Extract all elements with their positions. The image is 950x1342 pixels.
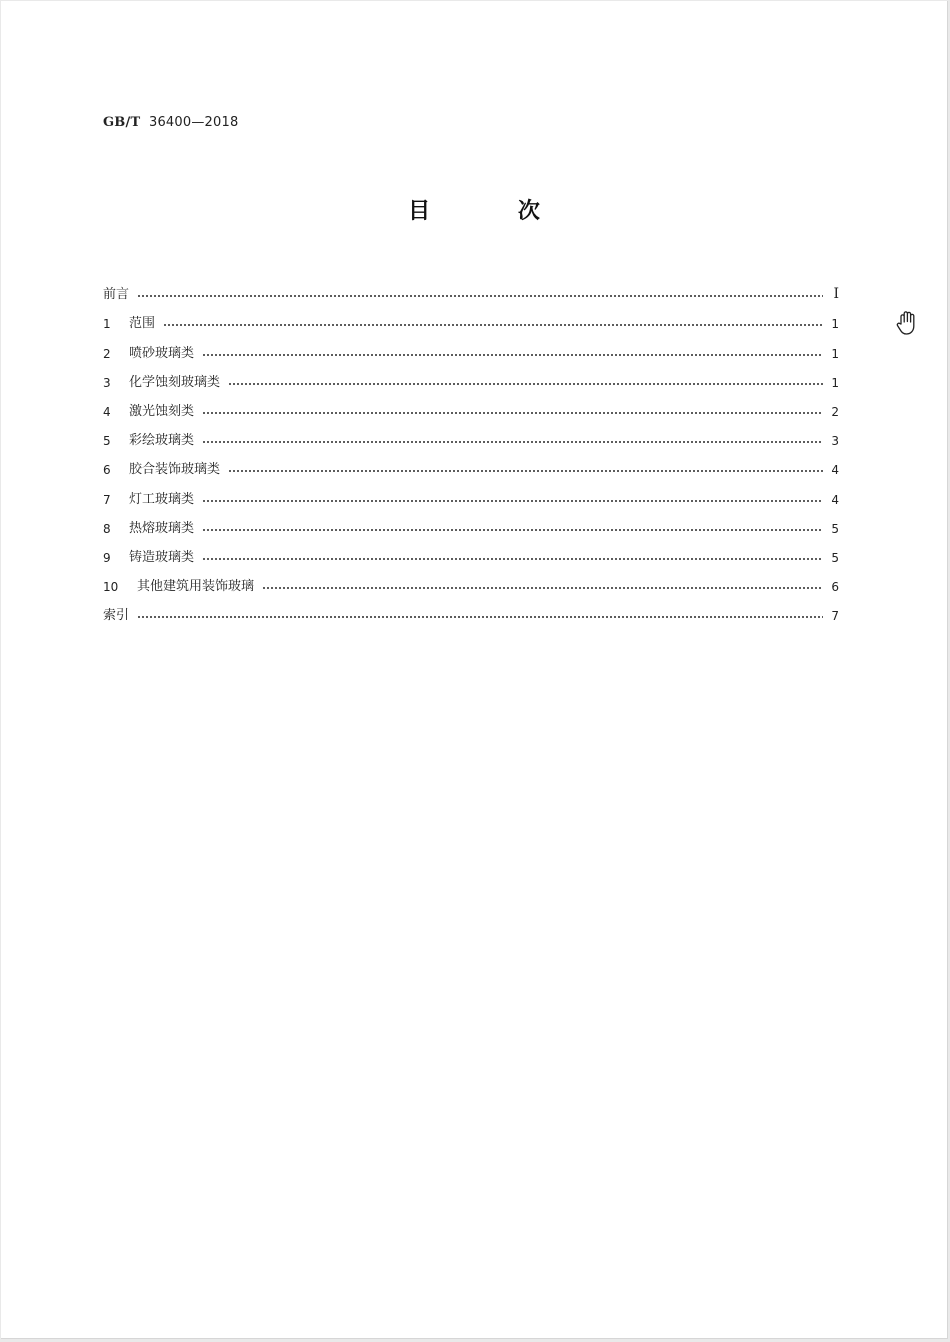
toc-entry-index[interactable] (103, 594, 839, 623)
toc-entry-number: 4 (103, 404, 111, 419)
toc-leader-dots (137, 285, 823, 298)
toc-entry-number: 7 (103, 492, 111, 507)
toc-leader-dots (228, 460, 823, 473)
toc-entry-page: 4 (831, 463, 839, 478)
page-title: 目 次 (408, 199, 580, 224)
toc-entry-number: 1 (103, 317, 111, 332)
toc-entry-7[interactable] (103, 477, 839, 506)
toc-entry-number: 8 (103, 521, 111, 536)
toc-entry-number: 9 (103, 550, 111, 565)
toc-entry-page: 1 (831, 346, 839, 361)
toc-leader-dots (202, 344, 823, 357)
toc-leader-dots (202, 548, 823, 561)
toc-entry-page: 6 (831, 580, 839, 595)
toc-entry-text: 激光蚀刻类 (129, 403, 195, 419)
toc-leader-dots (202, 519, 823, 532)
toc-entry-page: 4 (831, 492, 839, 507)
document-page (1, 1, 948, 1339)
toc-entry-text: 胶合装饰玻璃类 (129, 462, 221, 478)
toc-entry-2[interactable] (103, 331, 839, 360)
toc-entry-4[interactable] (103, 390, 839, 419)
toc-entry-10[interactable] (103, 565, 839, 594)
toc-entry-3[interactable] (103, 361, 839, 390)
toc-entry-number: 5 (103, 434, 111, 449)
toc-entry-text: 其他建筑用装饰玻璃 (137, 579, 255, 595)
toc-leader-dots (202, 402, 823, 415)
toc-leader-dots (202, 490, 823, 503)
toc-entry-page: 1 (831, 375, 839, 390)
toc-entry-text: 范围 (129, 316, 156, 332)
toc-leader-dots (163, 314, 823, 327)
toc-entry-foreword[interactable] (103, 273, 839, 302)
toc-entry-page: I (833, 286, 839, 303)
toc-entry-9[interactable] (103, 536, 839, 565)
toc-entry-page: 7 (831, 609, 839, 624)
toc-entry-number: 3 (103, 375, 111, 390)
toc-leader-dots (262, 577, 823, 590)
toc-entry-text: 化学蚀刻玻璃类 (129, 374, 221, 390)
toc-entry-text: 热熔玻璃类 (129, 520, 195, 536)
toc-entry-text: 铸造玻璃类 (129, 549, 195, 565)
toc-entry-number: 10 (103, 580, 119, 595)
toc-entry-text: 灯工玻璃类 (129, 491, 195, 507)
toc-entry-text: 喷砂玻璃类 (129, 345, 195, 361)
toc-entry-page: 5 (831, 550, 839, 565)
toc-leader-dots (228, 373, 823, 386)
toc-entry-number: 2 (103, 346, 111, 361)
toc-leader-dots (202, 431, 823, 444)
standard-code (103, 115, 238, 130)
toc-entry-8[interactable] (103, 507, 839, 536)
toc-entry-text: 前言 (103, 287, 130, 303)
toc-entry-page: 1 (831, 317, 839, 332)
toc-entry-6[interactable] (103, 448, 839, 477)
table-of-contents (103, 273, 839, 623)
toc-entry-1[interactable] (103, 302, 839, 331)
toc-entry-page: 2 (831, 404, 839, 419)
toc-entry-number: 6 (103, 463, 111, 478)
toc-entry-text: 索引 (103, 608, 130, 624)
standard-number: 36400—2018 (148, 115, 239, 130)
toc-leader-dots (137, 606, 823, 619)
hand-cursor-icon (893, 308, 923, 338)
standard-prefix: GB/T (103, 115, 141, 130)
toc-entry-text: 彩绘玻璃类 (129, 433, 195, 449)
toc-entry-5[interactable] (103, 419, 839, 448)
toc-entry-page: 3 (831, 434, 839, 449)
toc-entry-page: 5 (831, 521, 839, 536)
